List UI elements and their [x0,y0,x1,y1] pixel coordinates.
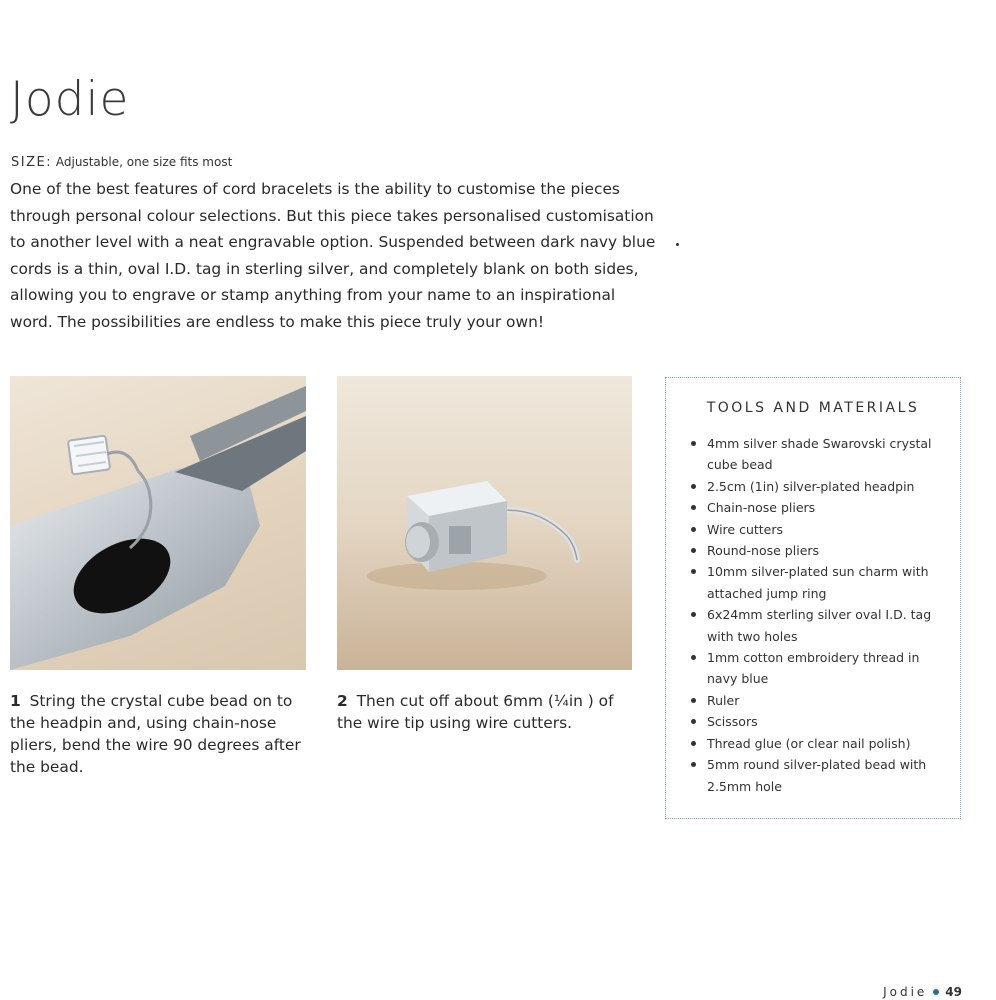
step-2-number: 2 [337,692,348,710]
step-1 [10,690,305,778]
tools-item: 5mm round silver-plated bead with 2.5mm hole [688,754,943,797]
tools-item: 1mm cotton embroidery thread in navy blue [688,647,943,690]
size-label: SIZE: [11,155,53,170]
tools-item: 6x24mm sterling silver oval I.D. tag with two holes [688,604,943,647]
page-footer [883,985,962,999]
tools-item: Scissors [688,711,943,732]
step-1-text: String the crystal cube bead on to the headpin and, using chain-nose pliers, bend the wire 90 degrees after the bead. [10,692,301,776]
tools-title: TOOLS AND MATERIALS [706,400,920,416]
print-speck [676,243,679,246]
size-value: Adjustable, one size fits most [55,155,233,169]
step-1-photo [10,376,306,670]
tools-item: Thread glue (or clear nail polish) [688,733,943,754]
tools-materials-box [665,377,961,819]
step-1-number: 1 [10,692,21,710]
page-title: Jodie [10,72,130,127]
step-2 [337,690,632,734]
page-number: 49 [945,985,962,999]
tools-item: Round-nose pliers [688,540,943,561]
step-2-text: Then cut off about 6mm (¼in ) of the wire tip using wire cutters. [337,692,614,732]
running-title: Jodie [883,985,928,999]
footer-bullet-icon [933,989,939,995]
tools-item: 10mm silver-plated sun charm with attached jump ring [688,561,943,604]
size-line [11,155,232,170]
tools-item: Chain-nose pliers [688,497,943,518]
tools-item: Ruler [688,690,943,711]
tools-item: Wire cutters [688,519,943,540]
tools-list [688,433,943,797]
tools-item: 2.5cm (1in) silver-plated headpin [688,476,943,497]
tools-item: 4mm silver shade Swarovski crystal cube bead [688,433,943,476]
intro-paragraph: One of the best features of cord bracelets is the ability to customise the pieces through personal colour selections. But this piece takes personalised customisation to another level with a neat engravable option. Suspended between dark navy blue cords is a thin, oval I.D. tag in sterling silver, and completely blank on both sides, allowing you to engrave or stamp anything from your name to an inspirational word. The possibilities are endless to make this piece truly your own! [10,180,656,331]
step-2-photo [337,376,632,670]
